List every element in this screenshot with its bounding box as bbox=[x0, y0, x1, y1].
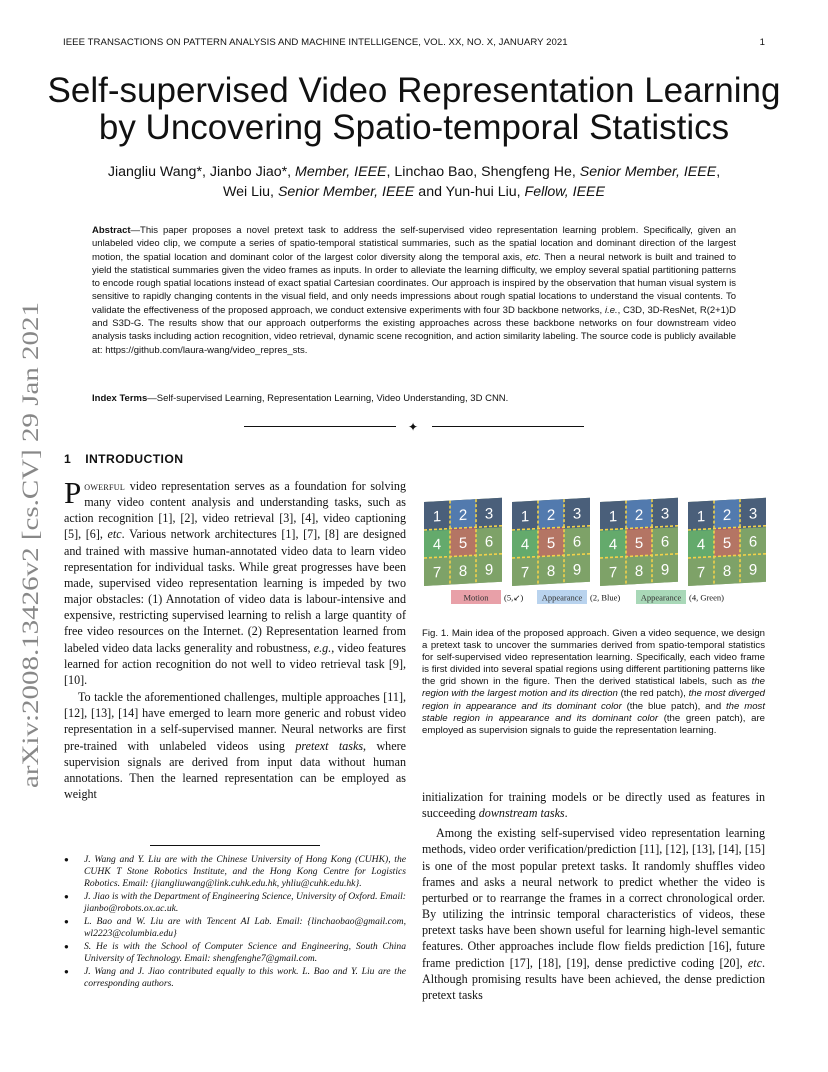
left-column-body bbox=[64, 475, 407, 802]
section-title: INTRODUCTION bbox=[85, 452, 184, 466]
grid-number: 8 bbox=[458, 562, 468, 581]
index-terms-text: —Self-supervised Learning, Representation Learning, Video Understanding, 3D CNN. bbox=[147, 393, 509, 404]
grid-number: 7 bbox=[696, 564, 706, 582]
footnote-text: J. Wang and J. Jiao contributed equally to this work. L. Bao and Y. Liu are the corresponding authors. bbox=[84, 966, 406, 989]
arxiv-stamp bbox=[2, 300, 52, 790]
body-text: . bbox=[564, 806, 568, 821]
section-heading bbox=[64, 452, 183, 466]
grid-number: 8 bbox=[722, 562, 732, 581]
title-line-2: by Uncovering Spatio-temporal Statistics bbox=[98, 108, 730, 147]
grid-number: 4 bbox=[432, 536, 442, 554]
body-text: Among the existing self-supervised video representation learning methods, video order verification/prediction [11], [12], [13], [14], [15] is one of the most popular pretext tasks. It randomly shuffles video frames and asks a neural network to predict whether the video is perturbed or to rearrange the frames in a correct chronological order. By utilizing the intrinsic temporal characteristics of videos, these pretext tasks have been shown useful for learning high-level semantic features. Other approaches include flow fields prediction [16], future frame prediction [17], [18], [19], dense predictive coding [20], bbox=[422, 826, 765, 970]
footnotes bbox=[64, 854, 406, 991]
grid-number: 9 bbox=[660, 561, 670, 579]
paper-title bbox=[40, 72, 788, 146]
divider-diamond-icon: ✦ bbox=[408, 420, 419, 434]
footnote bbox=[64, 854, 406, 890]
caption-italic: the region with the largest motion and its direction bbox=[422, 676, 765, 700]
grid-number: 8 bbox=[634, 562, 644, 581]
footnote-text: L. Bao and W. Liu are with Tencent AI Lab. Email: {linchaobao@gmail.com, wl2223@columbia.edu} bbox=[84, 916, 406, 939]
grid-number: 6 bbox=[484, 533, 494, 551]
title-line-1: Self-supervised Video Representation Learning bbox=[47, 71, 781, 110]
video-frame bbox=[512, 498, 590, 586]
caption-label: Fig. 1. bbox=[422, 628, 449, 639]
running-head bbox=[63, 37, 765, 48]
abstract bbox=[92, 224, 736, 357]
grid-number: 7 bbox=[432, 564, 442, 582]
caption-italic: the most stable region in appearance and its dominant color bbox=[422, 700, 765, 724]
paragraph bbox=[422, 789, 765, 821]
legend-item bbox=[451, 590, 523, 604]
grid-number: 5 bbox=[634, 534, 644, 553]
body-text: , where supervision signals are derived from input data without human annotations. Then the learned representation can be employed as weight bbox=[64, 738, 406, 801]
grid-number: 9 bbox=[484, 561, 494, 579]
legend-value: (2, Blue) bbox=[590, 592, 621, 603]
arxiv-stamp-text: arXiv:2008.13426v2 [cs.CV] 29 Jan 2021 bbox=[18, 393, 44, 788]
grid-number: 2 bbox=[458, 506, 468, 525]
caption-text: (the blue patch), and bbox=[621, 700, 727, 712]
video-frame bbox=[424, 498, 502, 586]
caption-text: Main idea of the proposed approach. Given a video sequence, we design a pretext task to uncover the summaries derived from spatio-temporal statistics for self-supervised video representation learning. Specifically, each video frame is first divided into several spatial regions using different partitioning patterns like the grid shown in the figure. Then the derived statistical labels, such as bbox=[422, 628, 765, 688]
abstract-text: Then a neural network is built and trained to yield the statistical summaries given the video frames as inputs. In order to alleviate the learning difficulty, we employ several spatial partitioning patterns to encode rough spatial locations instead of exact spatial Cartesian coordinates. Our approach is inspired by the observation that human visual system is sensitive to rapidly changing contents in the visual field, and only needs impressions about rough spatial locations to understand the visual contents. To validate the effectiveness of the proposed approach, we conduct extensive experiments with four 3D backbone networks, bbox=[92, 251, 736, 316]
grid-number: 6 bbox=[748, 533, 758, 551]
abstract-label: Abstract bbox=[92, 225, 131, 236]
grid-number: 5 bbox=[546, 534, 556, 553]
legend-value: (5,↙) bbox=[504, 592, 524, 603]
right-column-body bbox=[422, 789, 765, 1003]
grid-number: 5 bbox=[722, 534, 732, 553]
caption-text: (the green patch), are employed as supervision signals to guide the representation learning. bbox=[422, 712, 765, 736]
figure-1 bbox=[420, 486, 768, 610]
footnote-text: J. Jiao is with the Department of Engineering Science, University of Oxford. Email: jianbo@robots.ox.ac.uk. bbox=[84, 891, 406, 914]
author-line-1 bbox=[60, 162, 768, 182]
body-text: . Although promising results have been achieved, the dense prediction pretext tasks bbox=[422, 955, 765, 1002]
grid-number: 2 bbox=[546, 506, 556, 525]
body-italic: etc bbox=[747, 955, 762, 970]
grid-number: 4 bbox=[608, 536, 618, 554]
author-names: and Yun-hui Liu, bbox=[414, 184, 525, 200]
author-list bbox=[60, 162, 768, 202]
paragraph bbox=[64, 689, 406, 802]
video-frame bbox=[688, 498, 766, 586]
grid-number: 4 bbox=[520, 536, 530, 554]
body-text: . Various network architectures [1], [7], [8] are designed and trained with massive human-annotated video data to learn video representation for individual tasks. While great progresses have been made, supervised video representation learning is impeded by two major obstacles: (1) Annotation of video data is labour-intensive and expensive, restricting supervised learning to relish a large quantity of free video resources on the Internet. (2) Representation learned from labeled video data lacks generality and robustness, bbox=[64, 527, 407, 655]
bullet-icon: ● bbox=[64, 855, 69, 864]
lead-word: owerful bbox=[84, 479, 126, 493]
footnote-rule bbox=[150, 845, 320, 846]
body-text: , video features learned for action recognition do not well to video retrieval task [9], [10]. bbox=[64, 640, 406, 687]
bullet-icon: ● bbox=[64, 917, 69, 926]
body-italic: etc bbox=[107, 527, 122, 542]
abstract-ie: i.e. bbox=[604, 304, 618, 316]
grid-number: 7 bbox=[608, 564, 618, 582]
author-names: , Linchao Bao, Shengfeng He, bbox=[386, 164, 580, 180]
grid-number: 3 bbox=[484, 505, 494, 523]
caption-italic: the most diverged region in appearance and its dominant color bbox=[422, 688, 765, 712]
grid-number: 9 bbox=[748, 561, 758, 579]
author-names: Wei Liu, bbox=[223, 184, 278, 200]
footnote bbox=[64, 941, 406, 965]
author-names: Jiangliu Wang*, Jianbo Jiao*, bbox=[107, 164, 296, 180]
index-terms bbox=[92, 393, 736, 404]
grid-number: 1 bbox=[696, 508, 706, 526]
footnote bbox=[64, 966, 406, 990]
abstract-etc: etc. bbox=[525, 251, 542, 263]
paragraph bbox=[422, 825, 765, 1003]
video-frames bbox=[424, 498, 766, 586]
paragraph bbox=[64, 475, 407, 688]
footnote bbox=[64, 916, 406, 940]
grid-number: 1 bbox=[520, 508, 530, 526]
legend-label: Appearance bbox=[640, 592, 682, 603]
footnote bbox=[64, 891, 406, 915]
grid-number: 2 bbox=[722, 506, 732, 525]
body-italic: pretext tasks bbox=[295, 738, 364, 753]
author-affil: Senior Member, IEEE bbox=[277, 184, 415, 200]
grid-number: 3 bbox=[572, 505, 582, 523]
caption-text: (the red patch), bbox=[617, 688, 689, 700]
grid-number: 3 bbox=[660, 505, 670, 523]
legend-label: Appearance bbox=[541, 592, 583, 603]
author-affil: Senior Member, IEEE bbox=[579, 164, 717, 180]
figure-caption bbox=[422, 628, 765, 737]
bullet-icon: ● bbox=[64, 942, 69, 951]
grid-number: 5 bbox=[458, 534, 468, 553]
author-affil: Member, IEEE bbox=[295, 164, 387, 180]
legend-value: (4, Green) bbox=[689, 592, 724, 603]
abstract-text: , C3D, 3D-ResNet, R(2+1)D and S3D-G. The results show that our approach outperforms the existing approaches across these backbone networks on four downstream video analysis tasks including action recognition, video retrieval, dynamic scene recognition, and action similarity labeling. The source code is publicly available at: https://github.com/laura-wang/video_repres_sts. bbox=[92, 304, 736, 356]
figure-legend bbox=[451, 590, 724, 604]
author-sep: , bbox=[716, 164, 721, 180]
divider-line-right bbox=[432, 426, 584, 427]
abstract-text: —This paper proposes a novel pretext task to address the self-supervised video representation learning problem. Specifically, given an unlabeled video clip, we compute a series of spatio-temporal statistical summaries, such as the spatial location and dominant direction of the largest motion, the spatial location and dominant color of the largest color diversity along the temporal axis, bbox=[92, 225, 736, 263]
drop-cap: P bbox=[64, 475, 82, 510]
legend-label: Motion bbox=[463, 592, 489, 603]
body-text: video representation serves as a foundation for solving many video content analysis and understanding tasks, such as action recognition [1], [2], video retrieval [3], [4], video captioning [5], [6], bbox=[64, 479, 406, 542]
bullet-icon: ● bbox=[64, 967, 69, 976]
author-affil: Fellow, IEEE bbox=[524, 184, 605, 200]
journal-name: IEEE TRANSACTIONS ON PATTERN ANALYSIS AND MACHINE INTELLIGENCE, VOL. XX, NO. X, JANUARY 2021 bbox=[63, 37, 568, 48]
legend-item bbox=[537, 590, 620, 604]
grid-number: 2 bbox=[634, 506, 644, 525]
grid-number: 9 bbox=[572, 561, 582, 579]
grid-number: 7 bbox=[520, 564, 530, 582]
grid-number: 6 bbox=[572, 533, 582, 551]
body-italic: e.g. bbox=[313, 640, 332, 655]
body-italic: downstream tasks bbox=[478, 806, 565, 821]
grid-number: 4 bbox=[696, 536, 706, 554]
legend-item bbox=[636, 590, 724, 604]
grid-number: 1 bbox=[432, 508, 442, 526]
grid-number: 8 bbox=[546, 562, 556, 581]
author-line-2 bbox=[60, 182, 768, 202]
section-number: 1 bbox=[64, 452, 72, 466]
page-number: 1 bbox=[759, 37, 765, 48]
video-frame bbox=[600, 498, 678, 586]
grid-number: 6 bbox=[660, 533, 670, 551]
bullet-icon: ● bbox=[64, 892, 69, 901]
body-text: initialization for training models or be directly used as features in succeeding bbox=[422, 790, 765, 821]
index-terms-label: Index Terms bbox=[92, 393, 148, 404]
body-text: To tackle the aforementioned challenges, multiple approaches [11], [12], [13], [14] have emerged to learn more generic and robust video representation in a self-supervised manner. Neural networks are first pre-trained with unlabeled videos using bbox=[64, 690, 406, 753]
footnote-text: J. Wang and Y. Liu are with the Chinese University of Hong Kong (CUHK), the CUHK T Stone Robotics Institute, and the Hong Kong Centre for Logistics Robotics. Email: {jiangliuwang@link.cuhk.edu.hk, yhliu@cuhk.edu.hk}. bbox=[84, 854, 406, 889]
grid-number: 1 bbox=[608, 508, 618, 526]
section-divider bbox=[244, 421, 584, 433]
footnote-text: S. He is with the School of Computer Science and Engineering, South China University of Technology. Email: shengfenghe7@gmail.com. bbox=[84, 941, 406, 964]
grid-number: 3 bbox=[748, 505, 758, 523]
divider-line-left bbox=[244, 426, 396, 427]
